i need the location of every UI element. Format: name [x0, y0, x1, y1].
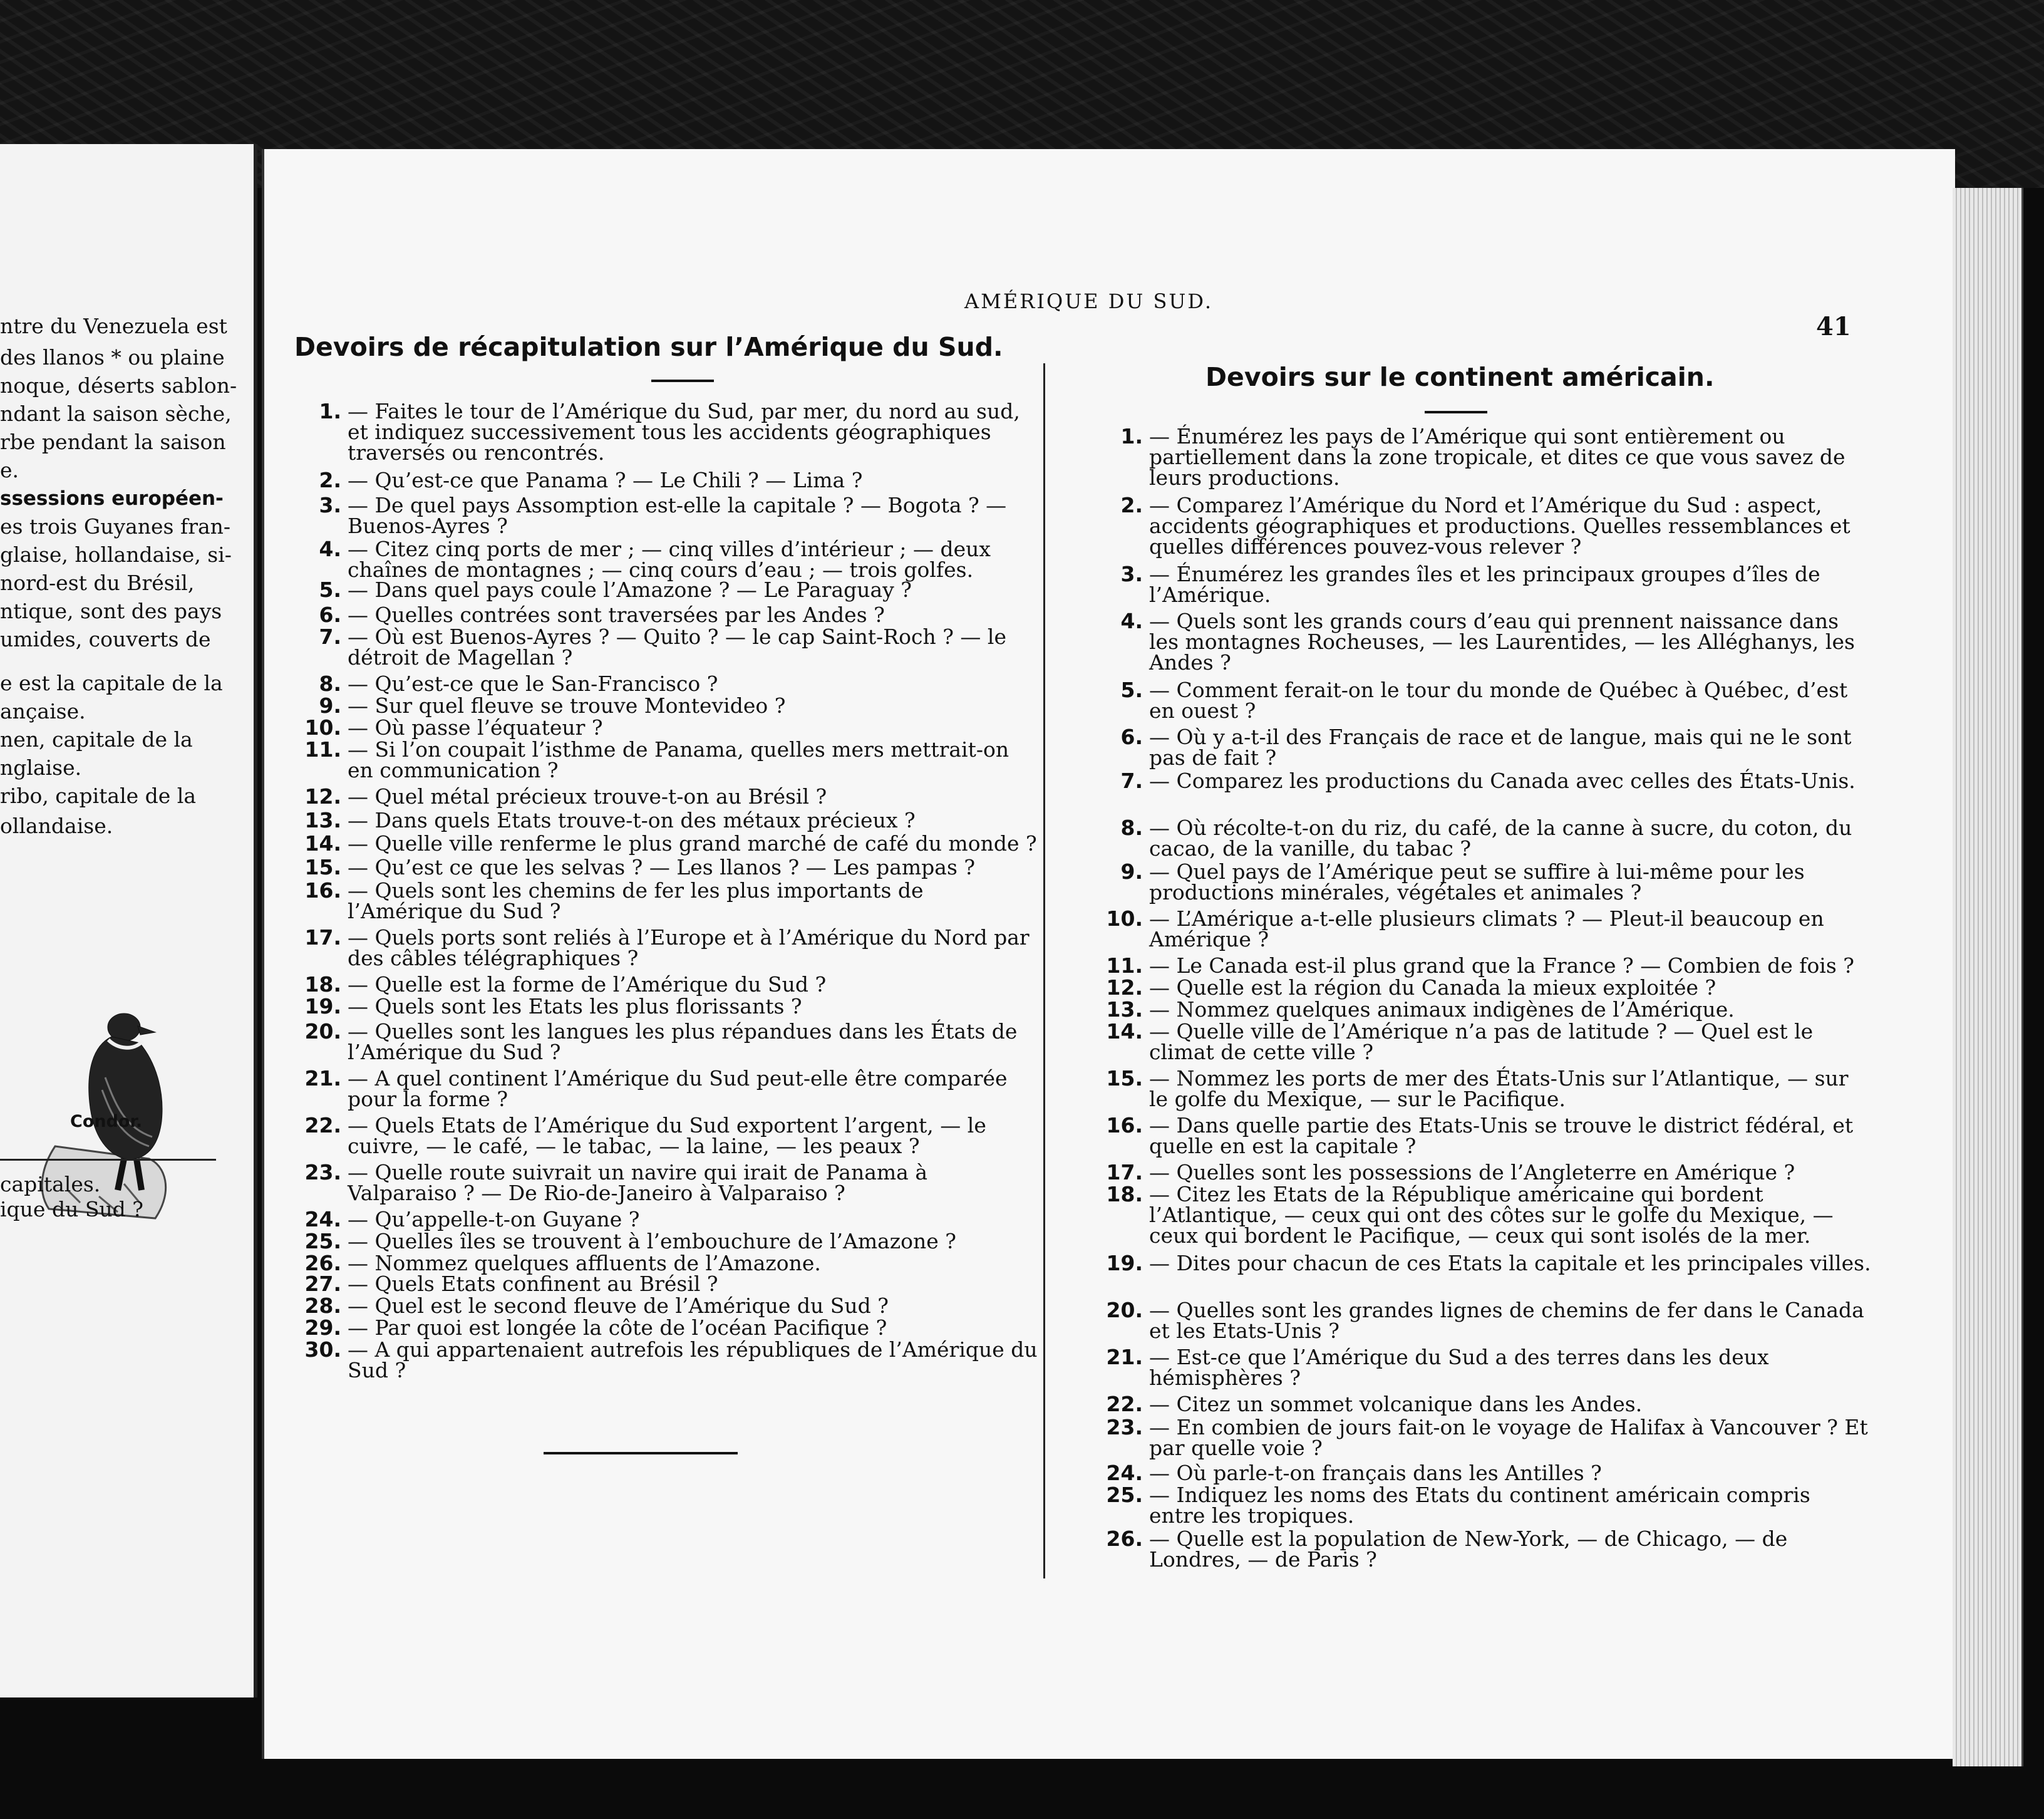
question-text: — Quels Etats de l’Amérique du Sud exportent l’argent, — le cuivre, — le café, — le tabac, — la laine, — les peaux ?: [348, 1113, 986, 1158]
question-text: — Quels sont les Etats les plus florissants ?: [348, 994, 802, 1018]
question-number: 22.: [304, 1113, 341, 1138]
question-number: 23.: [1106, 1415, 1143, 1439]
question-number: 8.: [319, 671, 341, 696]
left-page-line: des llanos * ou plaine: [0, 345, 225, 370]
left-page-line: ntique, sont des pays: [0, 599, 222, 623]
question-text: — Quel est le second fleuve de l’Amérique du Sud ?: [348, 1293, 889, 1318]
question-text: — Est-ce que l’Amérique du Sud a des terres dans les deux hémisphères ?: [1149, 1345, 1769, 1390]
question-text: — Citez les Etats de la République américaine qui bordent l’Atlantique, — ceux qui ont des côtes sur le golfe du Mexique, — ceux qui bordent le Pacifique, — ceux qui sont isolés de la mer.: [1149, 1182, 1834, 1248]
left-page-line: rbe pendant la saison: [0, 430, 226, 454]
question-number: 10.: [1106, 906, 1143, 931]
question-number: 9.: [1120, 859, 1143, 884]
question-number: 12.: [1106, 975, 1143, 1000]
question-text: — Quels sont les grands cours d’eau qui prennent naissance dans les montagnes Rocheuses, — les Laurentides, — les Alléghanys, les Andes ?: [1149, 609, 1855, 675]
question-text: — Indiquez les noms des Etats du continent américain compris entre les tropiques.: [1149, 1483, 1810, 1528]
question-text: — En combien de jours fait-on le voyage de Halifax à Vancouver ? Et par quelle voie ?: [1149, 1415, 1868, 1460]
question-text: — Où passe l’équateur ?: [348, 715, 603, 740]
question-number: 21.: [1106, 1345, 1143, 1369]
question-number: 16.: [1106, 1113, 1143, 1138]
question-text: — Où y a-t-il des Français de race et de langue, mais qui ne le sont pas de fait ?: [1149, 725, 1852, 770]
question-number: 26.: [1106, 1526, 1143, 1551]
question-text: — Quels Etats confinent au Brésil ?: [348, 1272, 718, 1296]
question-number: 16.: [304, 878, 341, 903]
question-number: 28.: [304, 1293, 341, 1318]
question-text: — Dans quelle partie des Etats-Unis se trouve le district fédéral, et quelle en est la capitale ?: [1149, 1113, 1854, 1158]
question-number: 2.: [1120, 493, 1143, 517]
question-number: 18.: [304, 972, 341, 997]
question-text: — Citez un sommet volcanique dans les Andes.: [1149, 1392, 1643, 1416]
running-head: AMÉRIQUE DU SUD.: [964, 289, 1214, 313]
question-text: — Où parle-t-on français dans les Antilles ?: [1149, 1461, 1602, 1485]
question-number: 20.: [304, 1019, 341, 1044]
question-number: 1.: [1120, 424, 1143, 448]
question-number: 29.: [304, 1315, 341, 1340]
question-number: 25.: [304, 1229, 341, 1253]
question-text: — Quelle ville renferme le plus grand marché de café du monde ?: [348, 831, 1037, 856]
question-number: 6.: [319, 603, 341, 627]
page-edges: [1953, 188, 2023, 1766]
question-text: — Le Canada est-il plus grand que la France ? — Combien de fois ?: [1149, 953, 1854, 978]
question-text: — Si l’on coupait l’isthme de Panama, quelles mers mettrait-on en communication ?: [348, 737, 1009, 782]
left-page-line: ssessions européen-: [0, 487, 224, 510]
question-text: — Comparez les productions du Canada avec celles des États-Unis.: [1149, 769, 1856, 793]
question-number: 4.: [319, 537, 341, 561]
question-number: 13.: [304, 808, 341, 832]
question-number: 11.: [1106, 953, 1143, 978]
question-text: — De quel pays Assomption est-elle la capitale ? — Bogota ? — Buenos-Ayres ?: [348, 493, 1007, 538]
question-number: 5.: [319, 578, 341, 602]
left-page-line: ollandaise.: [0, 814, 113, 838]
question-text: — Par quoi est longée la côte de l’océan Pacifique ?: [348, 1315, 887, 1340]
question-number: 1.: [319, 399, 341, 423]
question-number: 15.: [1106, 1066, 1143, 1091]
question-number: 24.: [304, 1207, 341, 1231]
left-page-bottom-line: capitales.: [0, 1172, 101, 1196]
left-column-title: Devoirs de récapitulation sur l’Amérique du Sud.: [294, 332, 1003, 362]
question-text: — Quelles sont les possessions de l’Angleterre en Amérique ?: [1149, 1160, 1795, 1184]
right-title-rule: [1425, 411, 1487, 413]
question-text: — Citez cinq ports de mer ; — cinq villes d’intérieur ; — deux chaînes de montagnes ; — cinq cours d’eau ; — trois golfes.: [348, 537, 991, 582]
question-number: 14.: [1106, 1019, 1143, 1044]
left-page-line: ndant la saison sèche,: [0, 402, 232, 426]
question-text: — Quels ports sont reliés à l’Europe et à l’Amérique du Nord par des câbles télégraphiques ?: [348, 925, 1030, 970]
question-text: — Quelles îles se trouvent à l’embouchure de l’Amazone ?: [348, 1229, 957, 1253]
question-text: — Qu’est-ce que Panama ? — Le Chili ? — Lima ?: [348, 468, 863, 492]
question-text: — Où récolte-t-on du riz, du café, de la canne à sucre, du coton, du cacao, de la vanille, du tabac ?: [1149, 816, 1852, 861]
left-page-line: glaise, hollandaise, si-: [0, 542, 232, 567]
question-number: 17.: [1106, 1160, 1143, 1184]
question-text: — Dans quel pays coule l’Amazone ? — Le Paraguay ?: [348, 578, 912, 602]
question-number: 22.: [1106, 1392, 1143, 1416]
question-text: — Où est Buenos-Ayres ? — Quito ? — le cap Saint-Roch ? — le détroit de Magellan ?: [348, 624, 1006, 670]
question-number: 12.: [304, 784, 341, 809]
question-number: 3.: [1120, 562, 1143, 586]
question-text: — Quelle ville de l’Amérique n’a pas de latitude ? — Quel est le climat de cette ville ?: [1149, 1019, 1814, 1064]
question-text: — Quels sont les chemins de fer les plus importants de l’Amérique du Sud ?: [348, 878, 924, 923]
question-text: — Quelles sont les langues les plus répandues dans les États de l’Amérique du Sud ?: [348, 1019, 1018, 1064]
question-number: 4.: [1120, 609, 1143, 633]
question-number: 11.: [304, 737, 341, 762]
question-text: — Sur quel fleuve se trouve Montevideo ?: [348, 693, 786, 718]
question-number: 10.: [304, 715, 341, 740]
question-number: 24.: [1106, 1461, 1143, 1485]
question-number: 3.: [319, 493, 341, 517]
left-page-fragment: [0, 144, 257, 1697]
question-number: 19.: [1106, 1251, 1143, 1275]
question-number: 2.: [319, 468, 341, 492]
page-number: 41: [1816, 312, 1851, 341]
question-number: 25.: [1106, 1483, 1143, 1507]
left-title-rule: [651, 380, 714, 382]
question-number: 26.: [304, 1251, 341, 1275]
question-number: 7.: [319, 624, 341, 649]
question-text: — Quel métal précieux trouve-t-on au Brésil ?: [348, 784, 827, 809]
left-page-line: umides, couverts de: [0, 627, 211, 651]
question-text: — Nommez les ports de mer des États-Unis sur l’Atlantique, — sur le golfe du Mexique, — sur le Pacifique.: [1149, 1066, 1849, 1111]
question-text: — Qu’appelle-t-on Guyane ?: [348, 1207, 640, 1231]
left-page-line: e.: [0, 458, 19, 482]
column-divider: [1043, 363, 1045, 1578]
question-number: 5.: [1120, 678, 1143, 702]
left-page-line: nen, capitale de la: [0, 727, 193, 752]
question-number: 20.: [1106, 1298, 1143, 1322]
question-text: — L’Amérique a-t-elle plusieurs climats ? — Pleut-il beaucoup en Amérique ?: [1149, 906, 1824, 951]
question-text: — Quelle est la population de New-York, — de Chicago, — de Londres, — de Paris ?: [1149, 1526, 1788, 1572]
left-page-line: es trois Guyanes fran-: [0, 514, 231, 539]
question-number: 18.: [1106, 1182, 1143, 1206]
question-text: — Énumérez les pays de l’Amérique qui sont entièrement ou partiellement dans la zone tropicale, et dites ce que vous savez de leurs productions.: [1149, 424, 1845, 490]
question-text: — Quelle est la forme de l’Amérique du Sud ?: [348, 972, 827, 997]
question-number: 8.: [1120, 816, 1143, 840]
left-page-line: ntre du Venezuela est: [0, 314, 227, 338]
question-number: 13.: [1106, 997, 1143, 1022]
question-text: — Faites le tour de l’Amérique du Sud, par mer, du nord au sud, et indiquez successivement tous les accidents géographiques traversés ou rencontrés.: [348, 399, 1020, 465]
question-number: 19.: [304, 994, 341, 1018]
question-number: 15.: [304, 855, 341, 879]
left-page-bottom-line: ique du Sud ?: [0, 1197, 143, 1221]
question-number: 21.: [304, 1066, 341, 1091]
question-text: — Quel pays de l’Amérique peut se suffire à lui-même pour les productions minérales, végétales et animales ?: [1149, 859, 1805, 904]
question-number: 14.: [304, 831, 341, 856]
question-text: — Comparez l’Amérique du Nord et l’Amérique du Sud : aspect, accidents géographiques et productions. Quelles ressemblances et quelles différences pouvez-vous relever ?: [1149, 493, 1850, 559]
right-column-title: Devoirs sur le continent américain.: [1205, 362, 1715, 392]
question-text: — Quelle est la région du Canada la mieux exploitée ?: [1149, 975, 1716, 1000]
left-page-line: nord-est du Brésil,: [0, 571, 195, 595]
question-text: — Dites pour chacun de ces Etats la capitale et les principales villes.: [1149, 1251, 1871, 1275]
question-text: — Énumérez les grandes îles et les principaux groupes d’îles de l’Amérique.: [1149, 562, 1820, 607]
condor-caption: Condor.: [70, 1112, 143, 1131]
question-text: — Nommez quelques affluents de l’Amazone.: [348, 1251, 821, 1275]
end-rule: [544, 1452, 738, 1454]
left-page-line: e est la capitale de la: [0, 671, 223, 695]
question-text: — A qui appartenaient autrefois les républiques de l’Amérique du Sud ?: [348, 1337, 1038, 1382]
question-number: 23.: [304, 1160, 341, 1184]
question-number: 7.: [1120, 769, 1143, 793]
question-text: — Quelle route suivrait un navire qui irait de Panama à Valparaiso ? — De Rio-de-Janeiro à Valparaiso ?: [348, 1160, 928, 1205]
question-text: — A quel continent l’Amérique du Sud peut-elle être comparée pour la forme ?: [348, 1066, 1008, 1111]
question-text: — Comment ferait-on le tour du monde de Québec à Québec, d’est en ouest ?: [1149, 678, 1848, 723]
question-text: — Qu’est-ce que le San-Francisco ?: [348, 671, 718, 696]
question-number: 9.: [319, 693, 341, 718]
left-page-rule: [0, 1159, 216, 1161]
question-number: 6.: [1120, 725, 1143, 749]
left-page-line: nglaise.: [0, 755, 82, 780]
left-page-line: ribo, capitale de la: [0, 784, 197, 808]
question-text: — Quelles sont les grandes lignes de chemins de fer dans le Canada et les Etats-Unis ?: [1149, 1298, 1864, 1343]
question-number: 17.: [304, 925, 341, 950]
question-text: — Dans quels Etats trouve-t-on des métaux précieux ?: [348, 808, 916, 832]
left-page-line: noque, déserts sablon-: [0, 373, 237, 398]
question-text: — Nommez quelques animaux indigènes de l’Amérique.: [1149, 997, 1735, 1022]
left-page-line: ançaise.: [0, 699, 86, 723]
question-text: — Qu’est ce que les selvas ? — Les llanos ? — Les pampas ?: [348, 855, 976, 879]
question-number: 27.: [304, 1272, 341, 1296]
question-number: 30.: [304, 1337, 341, 1362]
question-text: — Quelles contrées sont traversées par les Andes ?: [348, 603, 885, 627]
